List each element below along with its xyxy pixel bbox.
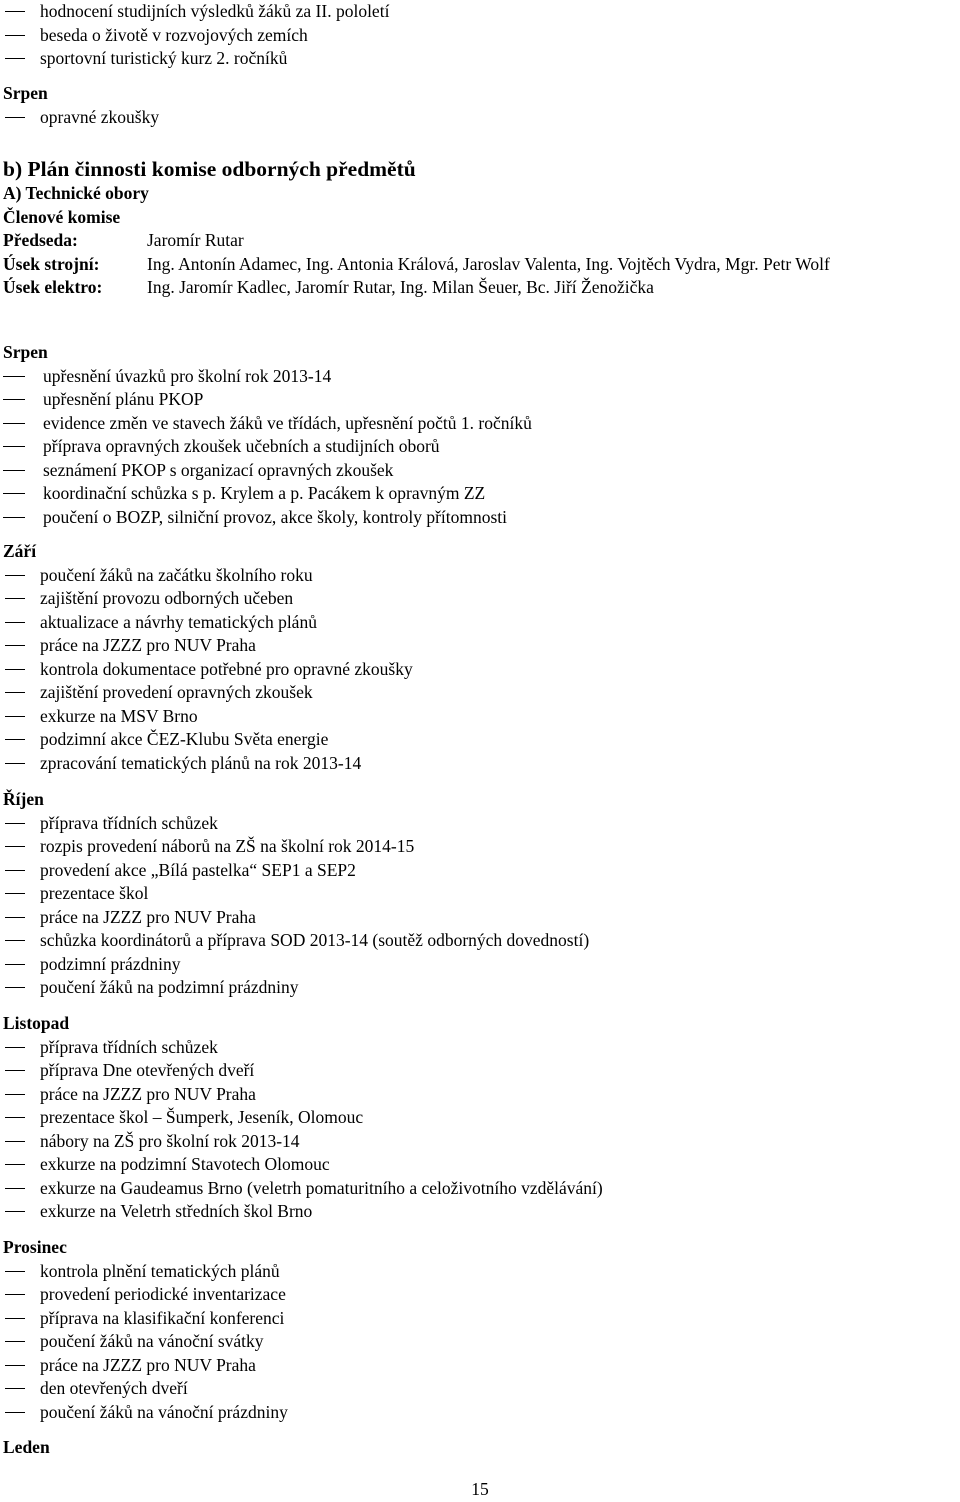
- list-item: exkurze na podzimní Stavotech Olomouc: [3, 1153, 603, 1177]
- month-heading: Srpen: [3, 83, 48, 103]
- member-label: Úsek elektro:: [3, 277, 103, 297]
- list-item: beseda o životě v rozvojových zemích: [3, 24, 389, 48]
- member-value: Jaromír Rutar: [147, 230, 244, 250]
- month-heading: Listopad: [3, 1013, 70, 1033]
- list-item: zajištění provedení opravných zkoušek: [3, 681, 413, 705]
- list-item: upřesnění úvazků pro školní rok 2013-14: [3, 365, 532, 389]
- list-item: zpracování tematických plánů na rok 2013-14: [3, 752, 413, 776]
- list-item: poučení žáků na vánoční svátky: [3, 1330, 288, 1354]
- list-item: práce na JZZZ pro NUV Praha: [3, 634, 413, 658]
- list-item: příprava na klasifikační konferenci: [3, 1307, 288, 1331]
- list-item: zajištění provozu odborných učeben: [3, 587, 413, 611]
- list-item: příprava Dne otevřených dveří: [3, 1059, 603, 1083]
- list-item: poučení žáků na podzimní prázdniny: [3, 976, 589, 1000]
- page-number: 15: [471, 1479, 489, 1499]
- section-rijen: [3, 788, 589, 1000]
- list-item: nábory na ZŠ pro školní rok 2013-14: [3, 1130, 603, 1154]
- members-grid: [3, 229, 830, 300]
- section-prosinec: [3, 1236, 288, 1424]
- list-item: provedení akce „Bílá pastelka“ SEP1 a SEP2: [3, 859, 589, 883]
- list-item: podzimní akce ČEZ-Klubu Světa energie: [3, 728, 413, 752]
- list-item: seznámení PKOP s organizací opravných zkoušek: [3, 459, 532, 483]
- month-heading: Prosinec: [3, 1237, 67, 1257]
- list-item: exkurze na Veletrh středních škol Brno: [3, 1200, 603, 1224]
- sub-heading: A) Technické obory: [3, 183, 149, 203]
- section-leden: [3, 1436, 50, 1460]
- list-item: opravné zkoušky: [3, 106, 159, 130]
- list-item: příprava opravných zkoušek učebních a studijních oborů: [3, 435, 532, 459]
- section-zari: [3, 540, 413, 775]
- plan-section: [3, 156, 830, 300]
- list-item: poučení o BOZP, silniční provoz, akce školy, kontroly přítomnosti: [3, 506, 532, 530]
- list-item: poučení žáků na začátku školního roku: [3, 564, 413, 588]
- list-item: práce na JZZZ pro NUV Praha: [3, 1083, 603, 1107]
- list-item: aktualizace a návrhy tematických plánů: [3, 611, 413, 635]
- list-item: příprava třídních schůzek: [3, 1036, 603, 1060]
- top-list: [3, 0, 389, 71]
- members-heading: Členové komise: [3, 206, 121, 227]
- list-item: kontrola plnění tematických plánů: [3, 1260, 288, 1284]
- list-item: práce na JZZZ pro NUV Praha: [3, 1354, 288, 1378]
- list-item: hodnocení studijních výsledků žáků za II. pololetí: [3, 0, 389, 24]
- list-item: koordinační schůzka s p. Krylem a p. Pacákem k opravným ZZ: [3, 482, 532, 506]
- list-item: den otevřených dveří: [3, 1377, 288, 1401]
- list-item: práce na JZZZ pro NUV Praha: [3, 906, 589, 930]
- section-heading: b) Plán činnosti komise odborných předmětů: [3, 157, 416, 181]
- list-item: rozpis provedení náborů na ZŠ na školní rok 2014-15: [3, 835, 589, 859]
- member-value: Ing. Antonín Adamec, Ing. Antonia Králová, Jaroslav Valenta, Ing. Vojtěch Vydra, Mgr. Petr Wolf: [147, 253, 830, 274]
- list-item: poučení žáků na vánoční prázdniny: [3, 1401, 288, 1425]
- month-heading: Říjen: [3, 789, 44, 809]
- list-item: exkurze na Gaudeamus Brno (veletrh pomaturitního a celoživotního vzdělávání): [3, 1177, 603, 1201]
- list-item: upřesnění plánu PKOP: [3, 388, 532, 412]
- month-heading: Leden: [3, 1437, 50, 1457]
- list-item: prezentace škol: [3, 882, 589, 906]
- list-item: exkurze na MSV Brno: [3, 705, 413, 729]
- list-item: provedení periodické inventarizace: [3, 1283, 288, 1307]
- month-heading: Září: [3, 541, 37, 561]
- section-srpen-2: [3, 341, 532, 529]
- section-srpen-1: [3, 82, 159, 129]
- list-item: sportovní turistický kurz 2. ročníků: [3, 47, 389, 71]
- list-item: příprava třídních schůzek: [3, 812, 589, 836]
- list-item: prezentace škol – Šumperk, Jeseník, Olomouc: [3, 1106, 603, 1130]
- list-item: podzimní prázdniny: [3, 953, 589, 977]
- list-item: schůzka koordinátorů a příprava SOD 2013-14 (soutěž odborných dovedností): [3, 929, 589, 953]
- list-item: evidence změn ve stavech žáků ve třídách, upřesnění počtů 1. ročníků: [3, 412, 532, 436]
- member-label: Předseda:: [3, 230, 78, 250]
- member-label: Úsek strojní:: [3, 253, 100, 274]
- list-item: kontrola dokumentace potřebné pro opravné zkoušky: [3, 658, 413, 682]
- month-heading: Srpen: [3, 342, 48, 362]
- section-listopad: [3, 1012, 603, 1224]
- member-value: Ing. Jaromír Kadlec, Jaromír Rutar, Ing. Milan Šeuer, Bc. Jiří Ženožička: [147, 277, 654, 297]
